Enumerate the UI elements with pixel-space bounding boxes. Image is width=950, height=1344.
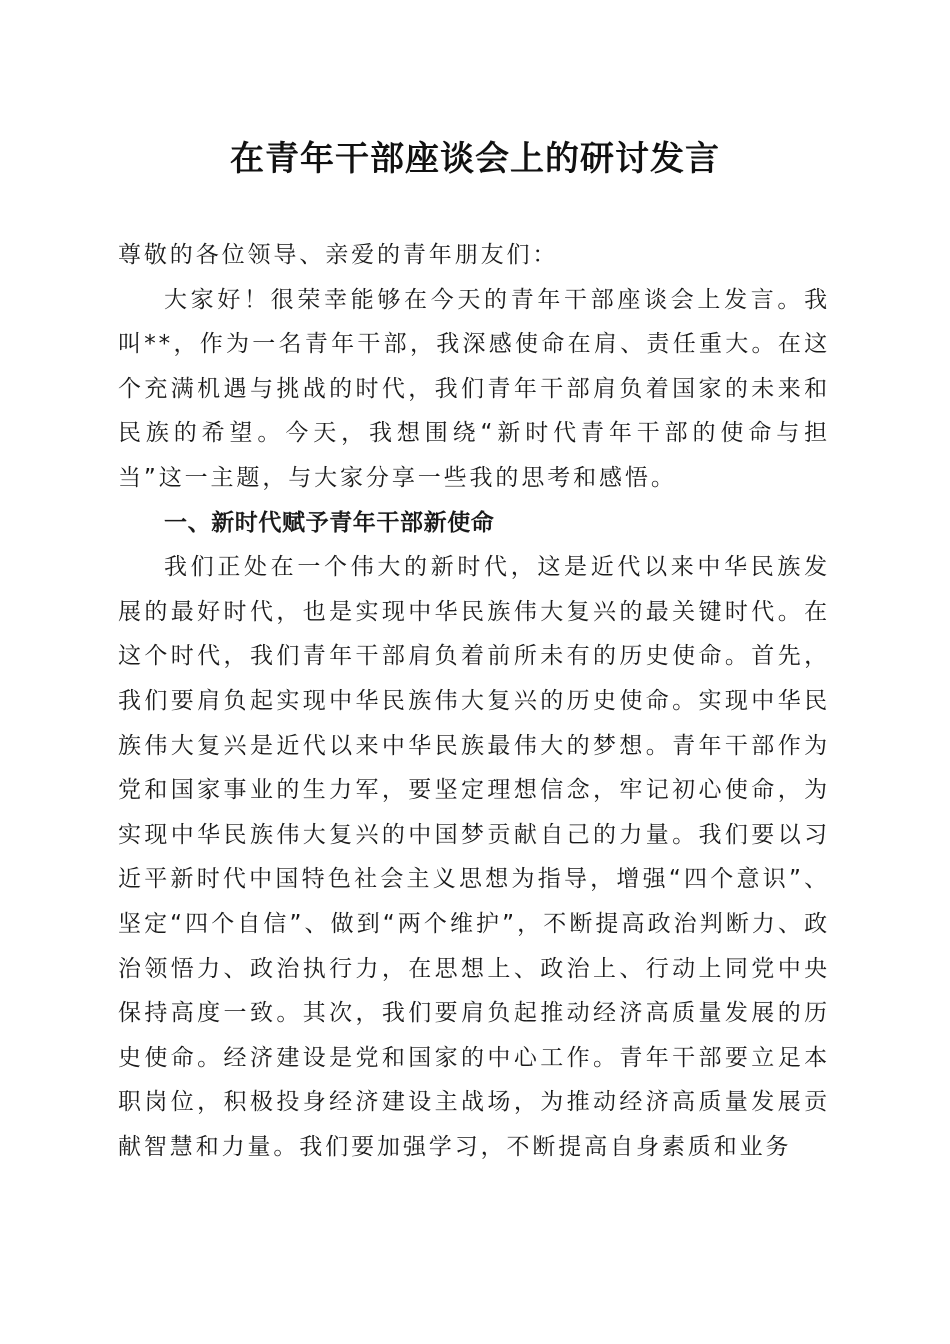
salutation: 尊敬的各位领导、亲爱的青年朋友们： (118, 242, 559, 268)
opening-paragraph: 大家好！很荣幸能够在今天的青年干部座谈会上发言。我叫**，作为一名青年干部，我深感使命在肩、责任重大。在这个充满机遇与挑战的时代，我们青年干部肩负着国家的未来和民族的希望。今天，我想围绕“新时代青年干部的使命与担当”这一主题，与大家分享一些我的思考和感悟。 (118, 286, 830, 491)
section-paragraph: 我们正处在一个伟大的新时代，这是近代以来中华民族发展的最好时代，也是实现中华民族伟大复兴的最关键时代。在这个时代，我们青年干部肩负着前所未有的历史使命。首先，我们要肩负起实现中华民族伟大复兴的历史使命。实现中华民族伟大复兴是近代以来中华民族最伟大的梦想。青年干部作为党和国家事业的生力军，要坚定理想信念，牢记初心使命，为实现中华民族伟大复兴的中国梦贡献自己的力量。我们要以习近平新时代中国特色社会主义思想为指导，增强“四个意识”、坚定“四个自信”、做到“两个维护”，不断提高政治判断力、政治领悟力、政治执行力，在思想上、政治上、行动上同党中央保持高度一致。其次，我们要肩负起推动经济高质量发展的历史使命。经济建设是党和国家的中心工作。青年干部要立足本职岗位，积极投身经济建设主战场，为推动经济高质量发展贡献智慧和力量。我们要加强学习，不断提高自身素质和业务 (118, 554, 830, 1160)
document-title: 在青年干部座谈会上的研讨发言 (230, 139, 720, 179)
section-heading: 一、新时代赋予青年干部新使命 (164, 509, 495, 536)
document-body (118, 233, 830, 1169)
